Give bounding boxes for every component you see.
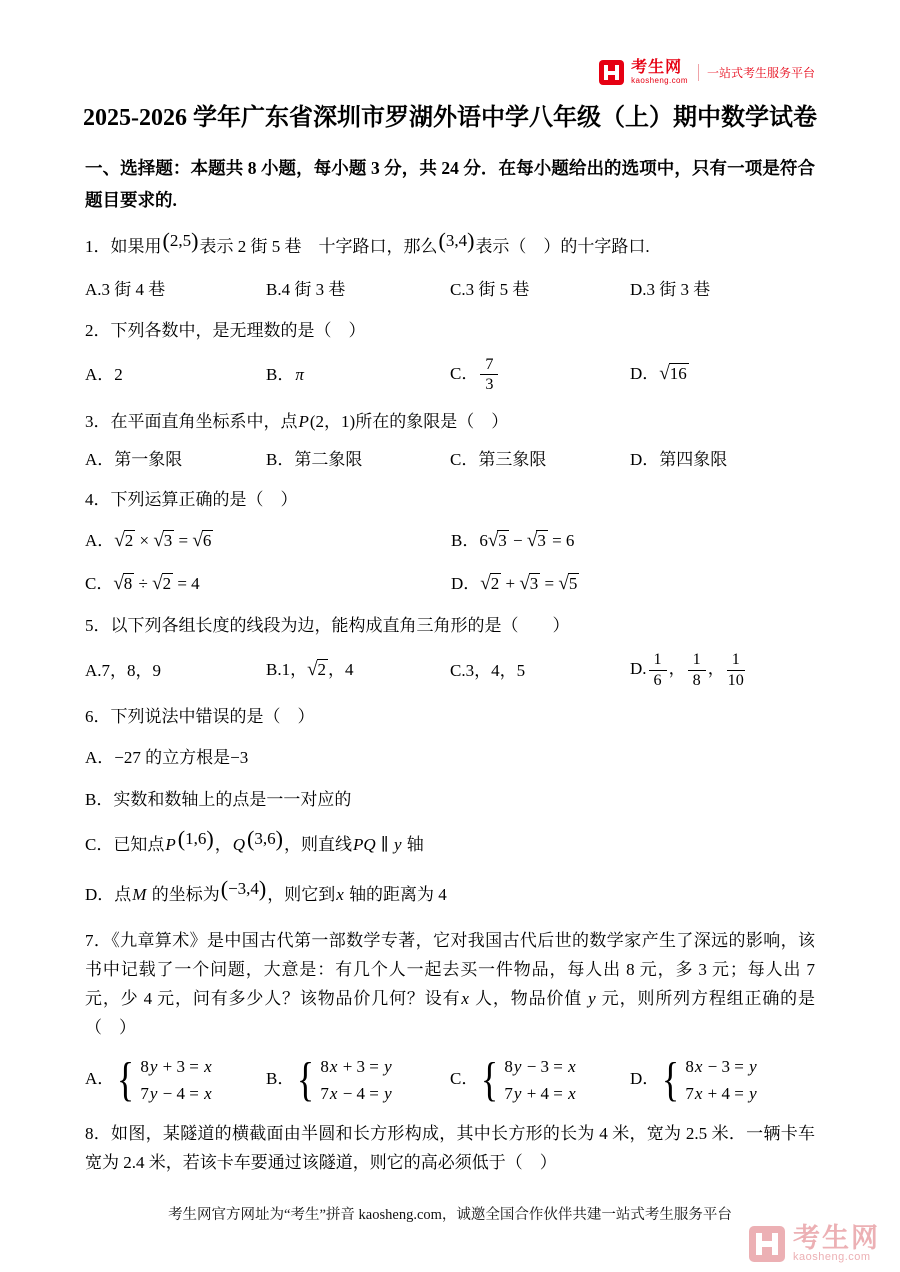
text-span: A.7，8，9 bbox=[85, 660, 162, 680]
text-span: √ bbox=[519, 572, 530, 594]
text-span: + 4 = bbox=[522, 1083, 568, 1103]
option bbox=[266, 655, 450, 685]
text-span: C．已知点 bbox=[85, 835, 165, 855]
text-span: ) bbox=[206, 825, 214, 851]
math-variable: y bbox=[393, 835, 402, 855]
fraction bbox=[688, 650, 706, 690]
math-variable: y bbox=[513, 1083, 522, 1103]
text-span: 5 bbox=[568, 573, 578, 593]
text-span: − bbox=[508, 531, 527, 551]
text-span: D． bbox=[451, 573, 481, 593]
question-3-stem bbox=[85, 407, 815, 436]
question-7-options bbox=[85, 1053, 815, 1107]
equation-system bbox=[294, 1053, 392, 1107]
question-3-options bbox=[85, 446, 815, 473]
question-6-stem bbox=[85, 702, 815, 731]
text-span: √ bbox=[307, 658, 318, 680]
text-span: C.3 街 5 巷 bbox=[450, 280, 530, 300]
math-variable: π bbox=[295, 365, 304, 385]
text-span: 3 bbox=[529, 573, 539, 593]
option bbox=[450, 276, 630, 303]
text-span: 7 bbox=[504, 1083, 513, 1103]
text-span: D. bbox=[630, 659, 647, 679]
text-span: 3．在平面直角坐标系中，点 bbox=[85, 411, 298, 431]
text-span: √ bbox=[113, 572, 124, 594]
question-6-option-d bbox=[85, 876, 815, 914]
text-span: 3 bbox=[485, 376, 494, 394]
option bbox=[630, 446, 815, 473]
math-variable: y bbox=[384, 1056, 392, 1076]
text-span: D.3 街 3 巷 bbox=[630, 280, 711, 300]
text-span: 1 bbox=[649, 650, 667, 670]
logo-text-block bbox=[631, 60, 688, 85]
math-variable: PQ bbox=[352, 835, 376, 855]
text-span: (2，1)所在的象限是（ ） bbox=[309, 411, 509, 431]
fraction bbox=[480, 355, 498, 395]
text-span: 8 bbox=[504, 1056, 513, 1076]
math-variable: y bbox=[149, 1056, 158, 1076]
text-span: √ bbox=[659, 363, 670, 385]
text-span bbox=[320, 1080, 392, 1107]
sqrt-expression bbox=[527, 531, 548, 550]
text-span: ) bbox=[258, 875, 267, 901]
math-variable: x bbox=[694, 1083, 703, 1103]
option bbox=[85, 446, 266, 473]
option bbox=[630, 359, 815, 389]
text-span: B.1， bbox=[266, 659, 308, 679]
option bbox=[266, 1053, 450, 1107]
question-4-options-cd bbox=[85, 569, 815, 599]
question-6-option-c bbox=[85, 826, 815, 864]
sqrt-expression bbox=[488, 531, 509, 550]
text-span: − 4 = bbox=[338, 1083, 384, 1103]
text-span: A．−27 的立方根是−3 bbox=[85, 748, 249, 768]
math-variable: y bbox=[749, 1083, 757, 1103]
question-1-options bbox=[85, 276, 815, 303]
exam-content bbox=[0, 228, 900, 1177]
text-span: ( bbox=[177, 825, 186, 851]
text-span: − 3 = bbox=[703, 1056, 749, 1076]
text-span: 10 bbox=[727, 671, 744, 689]
text-span: + 4 = bbox=[703, 1083, 749, 1103]
text-span: ，4 bbox=[328, 659, 354, 679]
question-5-options bbox=[85, 650, 815, 690]
equation-system bbox=[659, 1053, 757, 1107]
text-span: A．2 bbox=[85, 365, 123, 385]
text-span: 人，物品价值 bbox=[469, 989, 588, 1009]
option bbox=[451, 526, 815, 556]
text-span: 4．下列运算正确的是（ ） bbox=[85, 489, 298, 509]
text-span: ∥ bbox=[376, 835, 393, 855]
text-span bbox=[140, 1053, 212, 1080]
math-variable: y bbox=[513, 1056, 522, 1076]
text-span: 2,5 bbox=[169, 231, 192, 251]
coordinate-pair bbox=[438, 222, 474, 260]
text-span: 轴的距离为 4 bbox=[344, 885, 447, 905]
option bbox=[630, 1053, 815, 1107]
text-span: 1 bbox=[688, 650, 706, 670]
text-span bbox=[320, 1053, 392, 1107]
watermark-domain: kaosheng.com bbox=[793, 1251, 871, 1264]
text-span: ( bbox=[438, 228, 446, 254]
text-span: 16 bbox=[669, 364, 687, 384]
text-span: √ bbox=[558, 572, 569, 594]
text-span: ) bbox=[191, 228, 199, 254]
text-span: ) bbox=[275, 825, 283, 851]
text-span: 7 bbox=[685, 1083, 694, 1103]
text-span: D． bbox=[630, 364, 660, 384]
text-span bbox=[140, 1080, 212, 1107]
option bbox=[85, 526, 451, 556]
option bbox=[451, 569, 815, 599]
text-span: C．第三象限 bbox=[450, 449, 547, 469]
text-span: √ bbox=[152, 572, 163, 594]
text-span: A.3 街 4 巷 bbox=[85, 280, 166, 300]
text-span: √ bbox=[114, 530, 125, 552]
text-span: 1 bbox=[727, 650, 745, 670]
math-variable: Q bbox=[232, 835, 245, 855]
text-span: 1．如果用 bbox=[85, 237, 162, 257]
text-span: 2 bbox=[490, 573, 500, 593]
text-span: = bbox=[540, 573, 559, 593]
sqrt-expression bbox=[152, 574, 173, 593]
text-span: 3 bbox=[537, 531, 546, 551]
text-span: 2．下列各数中，是无理数的是（ ） bbox=[85, 320, 366, 340]
coordinate-pair bbox=[163, 222, 199, 260]
text-span: + 3 = bbox=[338, 1056, 384, 1076]
math-variable: x bbox=[568, 1083, 576, 1103]
text-span: ， bbox=[707, 659, 725, 679]
text-span bbox=[685, 1080, 757, 1107]
math-variable: x bbox=[329, 1056, 338, 1076]
text-span: √ bbox=[526, 530, 538, 552]
text-span: B． bbox=[266, 1068, 295, 1088]
question-4-options-ab bbox=[85, 526, 815, 556]
text-span: ， bbox=[668, 659, 686, 679]
sqrt-expression bbox=[480, 574, 501, 593]
question-1-stem bbox=[85, 228, 815, 266]
math-variable: x bbox=[568, 1056, 576, 1076]
sqrt-expression bbox=[659, 364, 688, 383]
text-span bbox=[504, 1053, 576, 1080]
option bbox=[266, 446, 450, 473]
math-variable: x bbox=[204, 1056, 212, 1076]
text-span: { bbox=[117, 1052, 135, 1106]
watermark-text-block bbox=[793, 1224, 880, 1264]
text-span: ( bbox=[220, 875, 229, 901]
text-span: 7 bbox=[320, 1083, 329, 1103]
equation-system bbox=[478, 1053, 576, 1107]
text-span: 8．如图，某隧道的横截面由半圆和长方形构成，其中长方形的长为 4 米，宽为 2.5 米．一辆卡车宽为 2.4 米，若该卡车要通过该隧道，则它的高必须低于（ ） bbox=[85, 1124, 815, 1173]
text-span: 6．下列说法中错误的是（ ） bbox=[85, 707, 315, 727]
text-span: D．第四象限 bbox=[630, 449, 728, 469]
fraction bbox=[727, 650, 745, 690]
text-span: ÷ bbox=[134, 573, 153, 593]
sqrt-expression bbox=[153, 531, 174, 550]
fraction bbox=[649, 650, 667, 690]
text-span: 7．《九章算术》是中国古代第一部数学专著，它对我国古代后世的数学家产生了深远的影响，该书中记载了一个问题，大意是：有几个人一起去买一件物品，每人出 8 元，多 3 元；每人出 7 元，少 4 元，问有多少人？该物品价几何？设有 bbox=[85, 930, 815, 1009]
text-span: A． bbox=[85, 1068, 115, 1088]
question-4-stem bbox=[85, 485, 815, 514]
text-span: C． bbox=[85, 573, 114, 593]
text-span: 7 bbox=[480, 355, 498, 375]
text-span: D．点 bbox=[85, 885, 132, 905]
text-span: 2 bbox=[317, 659, 327, 679]
option bbox=[85, 1053, 266, 1107]
math-variable: y bbox=[588, 989, 596, 1009]
page-header bbox=[0, 0, 900, 85]
logo-brand: 考生网 bbox=[631, 59, 683, 76]
question-2-options bbox=[85, 355, 815, 395]
option bbox=[630, 276, 815, 303]
kaosheng-watermark-icon bbox=[749, 1226, 785, 1262]
text-span bbox=[685, 1053, 757, 1107]
section-1-header: 一、选择题：本题共 8 小题，每小题 3 分，共 24 分．在每小题给出的选项中，只有一项是符合题目要求的. bbox=[85, 157, 815, 210]
text-span: 轴 bbox=[402, 835, 424, 855]
coordinate-pair bbox=[221, 870, 267, 908]
kaosheng-logo bbox=[599, 60, 815, 85]
text-span: 7 bbox=[140, 1083, 149, 1103]
text-span: { bbox=[481, 1052, 499, 1106]
text-span: √ bbox=[480, 572, 491, 594]
text-span: 表示 2 街 5 巷 十字路口，那么 bbox=[199, 237, 438, 257]
math-variable: x bbox=[461, 989, 469, 1009]
text-span: √ bbox=[487, 530, 499, 552]
text-span: 6 bbox=[202, 531, 212, 551]
text-span: − 3 = bbox=[522, 1056, 568, 1076]
text-span: { bbox=[662, 1052, 680, 1106]
math-variable: x bbox=[336, 885, 344, 905]
text-span: 元，则所列方程组正确的是（ ） bbox=[85, 989, 816, 1038]
text-span: − 4 = bbox=[158, 1083, 204, 1103]
text-span: ( bbox=[246, 825, 255, 851]
text-span: ， bbox=[214, 835, 232, 855]
page-footer: 考生网官方网址为“考生”拼音 kaosheng.com，诚邀全国合作伙伴共建一站式考生服务平台 bbox=[168, 1207, 732, 1223]
text-span: √ bbox=[153, 530, 164, 552]
math-variable: P bbox=[165, 835, 176, 855]
option bbox=[85, 276, 266, 303]
text-span: 3 bbox=[163, 531, 173, 551]
sqrt-expression bbox=[558, 574, 579, 593]
option bbox=[85, 569, 451, 599]
kaosheng-watermark bbox=[749, 1224, 880, 1264]
text-span: 1,6 bbox=[185, 829, 207, 849]
sqrt-expression bbox=[519, 574, 540, 593]
text-span bbox=[504, 1080, 576, 1107]
question-6-option-b bbox=[85, 785, 815, 814]
question-6-option-a bbox=[85, 743, 815, 772]
text-span: B.4 街 3 巷 bbox=[266, 280, 346, 300]
exam-title: 2025-2026 学年广东省深圳市罗湖外语中学八年级（上）期中数学试卷 bbox=[83, 105, 817, 132]
text-span: B．第二象限 bbox=[266, 449, 363, 469]
text-span: 8 bbox=[320, 1056, 329, 1076]
text-span: + bbox=[501, 573, 520, 593]
sqrt-expression bbox=[192, 531, 213, 550]
sqrt-expression bbox=[307, 660, 328, 679]
text-span: 3,6 bbox=[254, 829, 276, 849]
logo-tagline: 一站式考生服务平台 bbox=[698, 64, 815, 81]
text-span: B．6 bbox=[451, 531, 488, 551]
text-span: C． bbox=[450, 1068, 479, 1088]
text-span: C.3，4，5 bbox=[450, 660, 526, 680]
text-span: 8 bbox=[685, 1056, 694, 1076]
option bbox=[450, 355, 630, 395]
text-span: = 4 bbox=[173, 573, 200, 593]
text-span: 的坐标为 bbox=[147, 885, 220, 905]
math-variable: x bbox=[694, 1056, 703, 1076]
option bbox=[85, 361, 266, 388]
text-span: 3 bbox=[498, 531, 507, 551]
text-span: 表示（ ）的十字路口. bbox=[475, 237, 650, 257]
text-span: 6 bbox=[653, 671, 662, 689]
watermark-brand: 考生网 bbox=[793, 1223, 880, 1254]
math-variable: x bbox=[329, 1083, 338, 1103]
text-span: = 6 bbox=[547, 531, 575, 551]
text-span: C． bbox=[450, 363, 479, 383]
text-span: D． bbox=[630, 1068, 660, 1088]
text-span: 2 bbox=[162, 573, 172, 593]
math-variable: M bbox=[132, 885, 147, 905]
text-span: B．实数和数轴上的点是一一对应的 bbox=[85, 789, 352, 809]
text-span: ) bbox=[467, 228, 475, 254]
sqrt-expression bbox=[114, 531, 135, 550]
option bbox=[630, 650, 815, 690]
text-span: 8 bbox=[692, 671, 701, 689]
text-span: √ bbox=[192, 530, 203, 552]
text-span: + 3 = bbox=[158, 1056, 204, 1076]
text-span: 2 bbox=[124, 531, 134, 551]
math-variable: y bbox=[749, 1056, 757, 1076]
option bbox=[266, 361, 450, 388]
text-span: B． bbox=[266, 365, 295, 385]
option bbox=[450, 657, 630, 684]
option bbox=[450, 1053, 630, 1107]
text-span: × bbox=[135, 531, 154, 551]
text-span: ，则它到 bbox=[267, 885, 336, 905]
question-2-stem bbox=[85, 316, 815, 345]
question-5-stem bbox=[85, 611, 815, 640]
text-span: { bbox=[297, 1052, 315, 1106]
text-span: 5．以下列各组长度的线段为边，能构成直角三角形的是（ ） bbox=[85, 616, 570, 636]
math-variable: x bbox=[204, 1083, 212, 1103]
math-variable: y bbox=[384, 1083, 392, 1103]
text-span bbox=[140, 1053, 212, 1107]
coordinate-pair bbox=[178, 820, 214, 858]
math-variable: P bbox=[298, 411, 309, 431]
text-span bbox=[504, 1053, 576, 1107]
equation-system bbox=[114, 1053, 212, 1107]
text-span: −3,4 bbox=[228, 879, 259, 899]
text-span: 3,4 bbox=[445, 231, 468, 251]
question-7-stem bbox=[85, 926, 815, 1043]
kaosheng-logo-icon bbox=[599, 60, 624, 85]
question-8-stem bbox=[85, 1119, 815, 1177]
logo-domain: kaosheng.com bbox=[631, 75, 688, 85]
text-span bbox=[320, 1053, 392, 1080]
text-span: A． bbox=[85, 531, 115, 551]
option bbox=[85, 657, 266, 684]
option bbox=[266, 276, 450, 303]
text-span: 8 bbox=[123, 573, 133, 593]
coordinate-pair bbox=[247, 820, 283, 858]
text-span: ( bbox=[162, 228, 170, 254]
text-span: ，则直线 bbox=[283, 835, 352, 855]
math-variable: y bbox=[149, 1083, 158, 1103]
text-span bbox=[685, 1053, 757, 1080]
option bbox=[450, 446, 630, 473]
text-span: = bbox=[174, 531, 193, 551]
text-span: A．第一象限 bbox=[85, 449, 183, 469]
text-span: 8 bbox=[140, 1056, 149, 1076]
sqrt-expression bbox=[113, 574, 134, 593]
